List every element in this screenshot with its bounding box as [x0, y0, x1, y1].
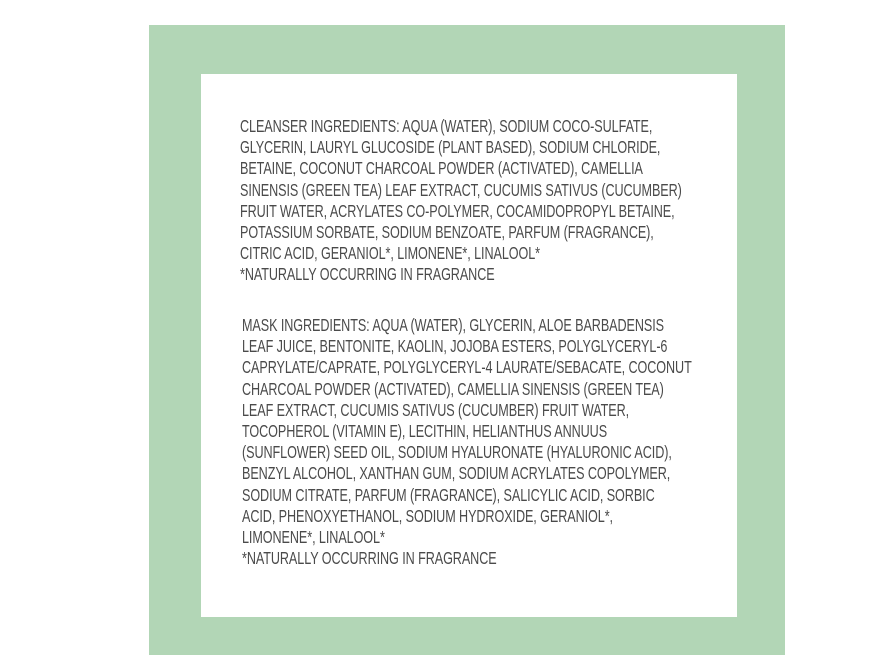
mask-line: BENZYL ALCOHOL, XANTHAN GUM, SODIUM ACRYLATES COPOLYMER,	[242, 463, 671, 484]
cleanser-line: GLYCERIN, LAURYL GLUCOSIDE (PLANT BASED), SODIUM CHLORIDE,	[240, 137, 661, 158]
cleanser-line: CLEANSER INGREDIENTS: AQUA (WATER), SODIUM COCO-SULFATE,	[240, 116, 653, 136]
cleanser-line: BETAINE, COCONUT CHARCOAL POWDER (ACTIVATED), CAMELLIA	[240, 158, 643, 179]
cleanser-line: POTASSIUM SORBATE, SODIUM BENZOATE, PARFUM (FRAGRANCE),	[240, 222, 654, 243]
mask-line: (SUNFLOWER) SEED OIL, SODIUM HYALURONATE (HYALURONIC ACID),	[242, 442, 672, 463]
mask-line: TOCOPHEROL (VITAMIN E), LECITHIN, HELIANTHUS ANNUUS	[242, 421, 608, 442]
cleanser-line: CITRIC ACID, GERANIOL*, LIMONENE*, LINALOOL*	[240, 243, 541, 264]
mask-line: ACID, PHENOXYETHANOL, SODIUM HYDROXIDE, GERANIOL*,	[242, 505, 613, 526]
mask-line: SODIUM CITRATE, PARFUM (FRAGRANCE), SALICYLIC ACID, SORBIC	[242, 484, 655, 505]
mask-line: CAPRYLATE/CAPRATE, POLYGLYCERYL-4 LAURATE/SEBACATE, COCONUT	[242, 357, 692, 378]
mask-line: CHARCOAL POWDER (ACTIVATED), CAMELLIA SINENSIS (GREEN TEA)	[242, 378, 664, 399]
mask-line: MASK INGREDIENTS: AQUA (WATER), GLYCERIN, ALOE BARBADENSIS	[242, 315, 664, 335]
mask-ingredients-block	[242, 315, 692, 569]
mask-line: LEAF JUICE, BENTONITE, KAOLIN, JOJOBA ESTERS, POLYGLYCERYL-6	[242, 336, 668, 357]
cleanser-footnote: *NATURALLY OCCURRING IN FRAGRANCE	[240, 264, 495, 285]
mask-line: LEAF EXTRACT, CUCUMIS SATIVUS (CUCUMBER) FRUIT WATER,	[242, 399, 630, 420]
cleanser-line: SINENSIS (GREEN TEA) LEAF EXTRACT, CUCUMIS SATIVUS (CUCUMBER)	[240, 179, 682, 200]
cleanser-line: FRUIT WATER, ACRYLATES CO-POLYMER, COCAMIDOPROPYL BETAINE,	[240, 200, 675, 221]
cleanser-ingredients-block	[240, 116, 682, 286]
mask-footnote: *NATURALLY OCCURRING IN FRAGRANCE	[242, 548, 497, 569]
mask-line: LIMONENE*, LINALOOL*	[242, 527, 385, 548]
